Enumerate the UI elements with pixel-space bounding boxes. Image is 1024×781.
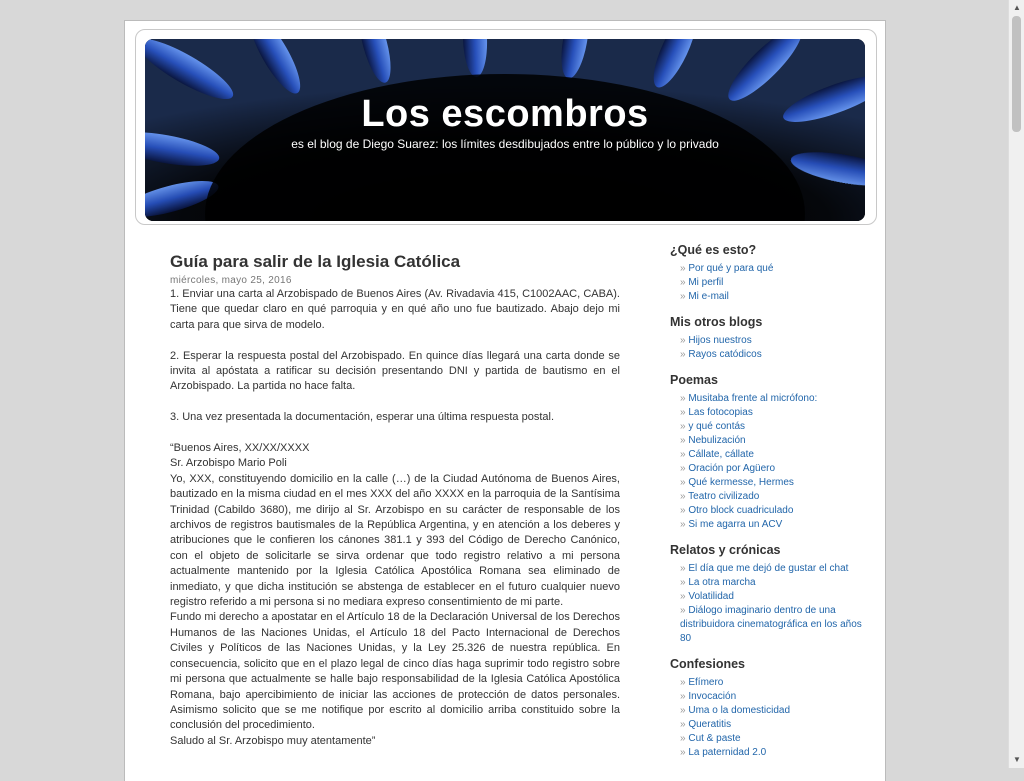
main-content — [170, 251, 620, 749]
sidebar-link[interactable]: Volatilidad — [688, 591, 734, 602]
scroll-down-arrow-icon[interactable]: ▼ — [1013, 755, 1021, 764]
sidebar-link[interactable]: Rayos catódicos — [688, 349, 762, 360]
sidebar-link[interactable]: Las fotocopias — [688, 407, 753, 418]
widget-title: Relatos y crónicas — [670, 543, 781, 557]
list-item: » Las fotocopias — [680, 407, 753, 418]
sidebar-link[interactable]: Hijos nuestros — [688, 335, 752, 346]
list-item: » Teatro civilizado — [680, 491, 760, 502]
list-item: » La paternidad 2.0 — [680, 747, 767, 758]
list-item: » Uma o la domesticidad — [680, 705, 791, 716]
post-date: miércoles, mayo 25, 2016 — [170, 275, 292, 286]
post-paragraph: Yo, XXX, constituyendo domicilio en la calle (…) de la Ciudad Autónoma de Buenos Aires, bautizado en la misma ciudad en el mes XXX del año XXXX en la parroquia de la Santísima Trinidad (Cabildo 3680), me dirijo al Sr. Arzobispo en su carácter de responsable de los archivos de registros bautismales de la República Argentina, y en atención a los deberes y atribuciones que le confieren los cánones 381.1 y 393 del Código de Derecho Canónico, con el objeto de solicitarle se sirva ordenar que todo registro relativo a mi persona actualmente mantenido por la Iglesia Católica Apostólica Romana sea eliminado de inmediato, y que dicha institución se abstenga de establecer en el futuro cualquier nuevo registro referido a mi persona si no mediara expreso consentimiento de mi parte. — [170, 472, 620, 609]
widget-confesiones — [670, 657, 870, 760]
scroll-up-arrow-icon[interactable]: ▲ — [1013, 3, 1021, 12]
list-item: » Rayos catódicos — [680, 349, 762, 360]
post-title[interactable]: Guía para salir de la Iglesia Católica — [170, 252, 461, 271]
list-item: » Invocación — [680, 691, 737, 702]
sidebar-link[interactable]: Cut & paste — [688, 733, 741, 744]
blog-title[interactable]: Los escombros — [361, 93, 649, 135]
list-item: » Si me agarra un ACV — [680, 519, 783, 530]
list-item: » Mi perfil — [680, 277, 724, 288]
sidebar-link[interactable]: Si me agarra un ACV — [688, 519, 783, 530]
blog-header — [145, 39, 865, 221]
sidebar-link[interactable]: Cállate, cállate — [688, 449, 754, 460]
list-item: » Qué kermesse, Hermes — [680, 477, 794, 488]
sidebar-link[interactable]: Por qué y para qué — [688, 263, 774, 274]
widget-title: Mis otros blogs — [670, 315, 763, 329]
post-paragraph: 2. Esperar la respuesta postal del Arzobispado. En quince días llegará una carta donde se invita al apóstata a ratificar su decisión presentando DNI y partida de bautismo en el Arzobispado. La partida no hace falta. — [170, 349, 620, 393]
sidebar — [670, 243, 870, 771]
sidebar-link[interactable]: Oración por Agüero — [688, 463, 776, 474]
sidebar-link[interactable]: Queratitis — [688, 719, 732, 730]
sidebar-link[interactable]: y qué contás — [688, 421, 746, 432]
widget-mis-otros-blogs — [670, 315, 870, 362]
sidebar-link[interactable]: Efímero — [688, 677, 724, 688]
sidebar-link[interactable]: Uma o la domesticidad — [688, 705, 791, 716]
post-paragraph: Saludo al Sr. Arzobispo muy atentamente” — [170, 734, 376, 747]
widget-que-es-esto — [670, 243, 870, 304]
list-item: » Nebulización — [680, 435, 746, 446]
sidebar-link[interactable]: Otro block cuadriculado — [688, 505, 794, 516]
list-item: » Volatilidad — [680, 591, 734, 602]
post-paragraph: “Buenos Aires, XX/XX/XXXX — [170, 442, 310, 455]
widget-poemas — [670, 373, 870, 532]
list-item: » Otro block cuadriculado — [680, 505, 794, 516]
widget-title: Confesiones — [670, 657, 746, 671]
sidebar-link[interactable]: El día que me dejó de gustar el chat — [688, 563, 849, 574]
list-item: » Efímero — [680, 677, 724, 688]
vertical-scrollbar[interactable] — [1008, 0, 1024, 768]
list-item: » Queratitis — [680, 719, 732, 730]
list-item: » Cállate, cállate — [680, 449, 754, 460]
post-paragraph: 1. Enviar una carta al Arzobispado de Buenos Aires (Av. Rivadavia 415, C1002AAC, CABA). Tiene que quedar claro en qué parroquia y en qué año uno fue bautizado. Abajo dejo mi carta para que sirva de modelo. — [170, 288, 620, 331]
post-body — [170, 287, 620, 749]
sidebar-link[interactable]: Diálogo imaginario dentro de una distribuidora cinematográfica en los años 80 — [680, 605, 862, 644]
sidebar-link[interactable]: Invocación — [688, 691, 737, 702]
sidebar-link[interactable]: La paternidad 2.0 — [688, 747, 767, 758]
list-item: » El día que me dejó de gustar el chat — [680, 563, 849, 574]
sidebar-link[interactable]: Mi perfil — [688, 277, 724, 288]
list-item: » Por qué y para qué — [680, 263, 774, 274]
list-item: » Diálogo imaginario dentro de una distribuidora cinematográfica en los años 80 — [680, 605, 862, 644]
scroll-thumb[interactable] — [1012, 16, 1021, 132]
sidebar-link[interactable]: La otra marcha — [688, 577, 756, 588]
sidebar-link[interactable]: Mi e-mail — [688, 291, 729, 302]
widget-title: ¿Qué es esto? — [670, 243, 757, 257]
post-paragraph: 3. Una vez presentada la documentación, esperar una última respuesta postal. — [170, 411, 555, 424]
list-item: » Cut & paste — [680, 733, 741, 744]
list-item: » Musitaba frente al micrófono: — [680, 393, 818, 404]
list-item: » Oración por Agüero — [680, 463, 776, 474]
post-paragraph: Fundo mi derecho a apostatar en el Artículo 18 de la Declaración Universal de los Derechos Humanos de las Naciones Unidas, el Artículo 18 del Pacto Internacional de Derechos Civiles y Políticos de las Naciones Unidas, y la Ley 25.326 de nuestra república. En consecuencia, solicito que en el plazo legal de cinco días haga suprimir todo registro sobre mi persona que actualmente se halle bajo responsabilidad de la Iglesia Católica Apostólica Romana, bajo apercibimiento de iniciar las acciones de protección de datos personales. Asimismo solicito que se me notifique por escrito al domicilio arriba constituido sobre la conclusión del procedimiento. — [170, 611, 620, 732]
blog-page — [124, 20, 886, 781]
list-item: » y qué contás — [680, 421, 746, 432]
sidebar-link[interactable]: Nebulización — [688, 435, 746, 446]
sidebar-link[interactable]: Musitaba frente al micrófono: — [688, 393, 818, 404]
list-item: » Mi e-mail — [680, 291, 729, 302]
widget-relatos-y-cronicas — [670, 543, 870, 646]
widget-title: Poemas — [670, 373, 718, 387]
list-item: » La otra marcha — [680, 577, 756, 588]
post-paragraph: Sr. Arzobispo Mario Poli — [170, 457, 287, 470]
sidebar-link[interactable]: Qué kermesse, Hermes — [688, 477, 794, 488]
list-item: » Hijos nuestros — [680, 335, 752, 346]
blog-description: es el blog de Diego Suarez: los límites desdibujados entre lo público y lo privado — [291, 137, 719, 151]
sidebar-link[interactable]: Teatro civilizado — [688, 491, 760, 502]
